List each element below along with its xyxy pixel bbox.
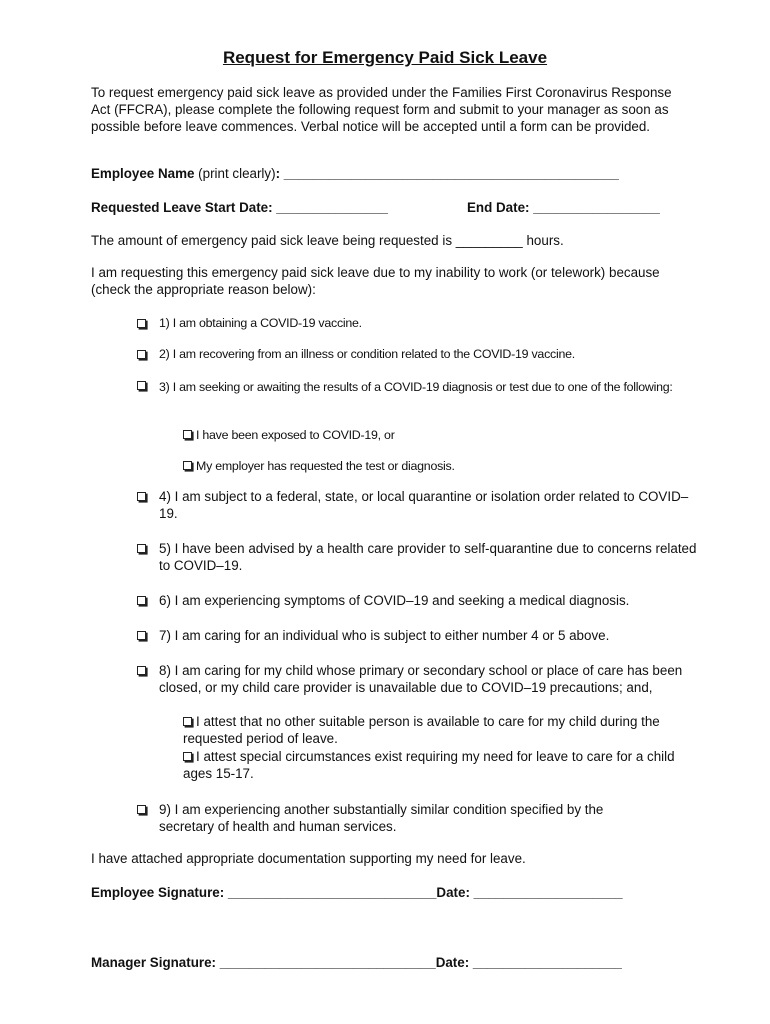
checkbox-icon[interactable] [137,350,146,359]
checkbox-icon[interactable] [137,492,146,501]
checkbox-icon[interactable] [137,544,146,553]
form-title: Request for Emergency Paid Sick Leave [222,48,548,67]
reason-1[interactable] [137,315,697,332]
reason-5[interactable] [137,540,697,574]
checkbox-icon[interactable] [183,752,192,761]
reason-intro: I am requesting this emergency paid sick leave due to my inability to work (or telework) because (check the appropriate reason below): [91,265,660,297]
reason-2[interactable] [137,346,697,363]
checkbox-icon[interactable] [137,666,146,675]
reason-8-sub-1-text: I attest that no other suitable person is available to care for my child during the requested period of leave. [183,714,660,746]
reason-8-sub-2[interactable] [183,748,683,782]
checkbox-icon[interactable] [137,631,146,640]
reason-6[interactable] [137,592,697,609]
reason-3-sub-2[interactable] [183,458,703,475]
employee-name-hint: (print clearly) [194,166,276,181]
reason-3[interactable] [137,377,677,397]
reason-5-text: 5) I have been advised by a health care provider to self-quarantine due to concerns related to COVID–19. [159,541,697,573]
checkbox-icon[interactable] [137,596,146,605]
employee-signature-field[interactable]: Employee Signature: ____________________________Date: ____________________ [91,885,623,900]
employee-name-label: Employee Name [91,166,195,181]
reason-6-text: 6) I am experiencing symptoms of COVID–19 and seeking a medical diagnosis. [159,593,630,608]
checkbox-icon[interactable] [137,805,146,814]
reason-3-sub-2-text: My employer has requested the test or diagnosis. [196,459,455,473]
hours-amount-field[interactable]: The amount of emergency paid sick leave being requested is _________ hours. [91,233,564,248]
reason-8[interactable] [137,662,687,696]
reason-8-text: 8) I am caring for my child whose primary or secondary school or place of care has been closed, or my child care provider is unavailable due to COVID–19 precautions; and, [159,663,683,695]
reason-3-sub-1[interactable] [183,427,703,444]
manager-signature-field[interactable]: Manager Signature: _____________________________Date: ____________________ [91,955,622,970]
end-date-field[interactable]: End Date: _________________ [467,200,660,215]
checkbox-icon[interactable] [183,717,192,726]
reason-7-text: 7) I am caring for an individual who is subject to either number 4 or 5 above. [159,628,610,643]
employee-name-field[interactable]: : _____________________________________________ [275,166,619,181]
reason-3-text: 3) I am seeking or awaiting the results of a COVID-19 diagnosis or test due to one of the following: [159,380,673,394]
documentation-statement: I have attached appropriate documentation supporting my need for leave. [91,851,526,866]
intro-paragraph: To request emergency paid sick leave as provided under the Families First Coronavirus Response Act (FFCRA), please complete the following request form and submit to your manager as soon as possible before leave commences. Verbal notice will be accepted until a form can be provided. [91,85,672,134]
start-date-field[interactable]: Requested Leave Start Date: _______________ [91,200,389,215]
reason-8-sub-1[interactable] [183,713,683,747]
checkbox-icon[interactable] [183,461,192,470]
reason-4[interactable] [137,488,697,522]
employee-name-line[interactable] [91,165,619,182]
reason-2-text: 2) I am recovering from an illness or condition related to the COVID-19 vaccine. [159,347,575,361]
reason-3-sub-1-text: I have been exposed to COVID-19, or [196,428,395,442]
reason-7[interactable] [137,627,697,644]
reason-9-text: 9) I am experiencing another substantially similar condition specified by the secretary of health and human services. [159,802,604,834]
reason-4-text: 4) I am subject to a federal, state, or local quarantine or isolation order related to COVID–19. [159,489,689,521]
reason-8-sub-2-text: I attest special circumstances exist requiring my need for leave to care for a child ages 15-17. [183,749,675,781]
checkbox-icon[interactable] [183,430,192,439]
checkbox-icon[interactable] [137,381,146,390]
reason-9[interactable] [137,801,637,835]
reason-1-text: 1) I am obtaining a COVID-19 vaccine. [159,316,362,330]
checkbox-icon[interactable] [137,319,146,328]
